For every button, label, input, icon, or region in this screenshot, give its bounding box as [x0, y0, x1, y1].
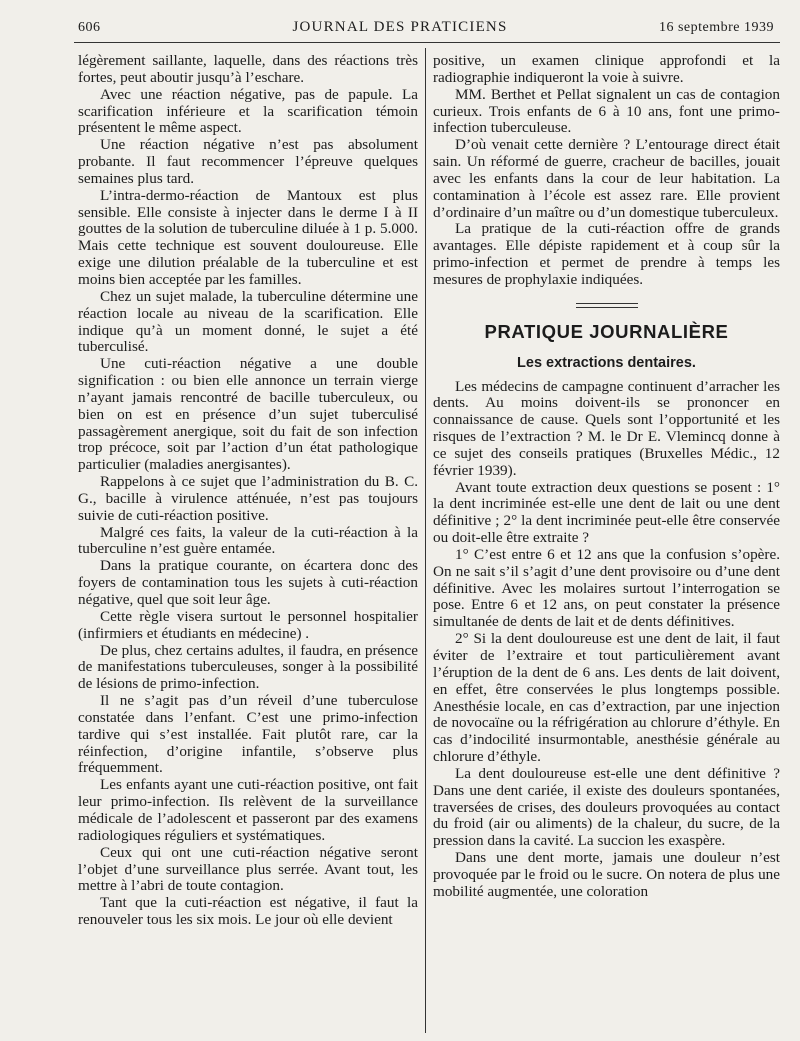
right-column [433, 53, 780, 901]
paragraph: L’intra-dermo-réaction de Mantoux est plus sensible. Elle consiste à injecter dans le derme I à II gouttes de la solution de tuberculine diluée à 1 p. 5.000. Mais cette technique est souvent douloureuse. Elle exige une dilution préalable de la tuberculine et est moins bien acceptée par les familles. [78, 186, 418, 288]
paragraph: Avec une réaction négative, pas de papule. La scarification inférieure et la scarification témoin présentent le même aspect. [78, 85, 418, 137]
paragraph: Chez un sujet malade, la tuberculine détermine une réaction locale au niveau de la scarification. Elle indique qu’à un moment donné, le sujet a été tuberculisé. [78, 287, 418, 356]
paragraph: Ceux qui ont une cuti-réaction négative seront l’objet d’une surveillance plus serrée. Avant tout, les mettre à l’abri de toute contagion. [78, 843, 418, 895]
paragraph: Il ne s’agit pas d’un réveil d’une tuberculose constatée dans l’enfant. C’est une primo-infection tardive qui s’est installée. Fait plutôt rare, car la réinfection, d’origine infantile, s’observe plus fréquemment. [78, 692, 418, 777]
paragraph: Malgré ces faits, la valeur de la cuti-réaction à la tuberculine n’est guère entamée. [78, 523, 418, 558]
paragraph: La pratique de la cuti-réaction offre de grands avantages. Elle dépiste rapidement et à coup sûr la primo-infection et permet de prendre à temps les mesures de prophylaxie indiquées. [433, 220, 780, 288]
paragraph: MM. Berthet et Pellat signalent un cas de contagion curieux. Trois enfants de 6 à 10 ans, font une primo-infection tuberculeuse. [433, 85, 780, 137]
paragraph: Rappelons à ce sujet que l’administration du B. C. G., bacille à virulence atténuée, n’est pas toujours suivie de cuti-réaction positive. [78, 473, 418, 524]
paragraph: La dent douloureuse est-elle une dent définitive ? Dans une dent cariée, il existe des douleurs spontanées, traversées de crises, des douleurs provoquées au contact du froid (air ou aliments) de la chaleur, du sucre, de la pression dans la cavité. La succion les exaspère. [433, 764, 780, 850]
paragraph: Une réaction négative n’est pas absolument probante. Il faut recommencer l’épreuve quelques semaines plus tard. [78, 136, 418, 187]
paragraph: De plus, chez certains adultes, il faudra, en présence de manifestations tuberculeuses, songer à la possibilité de lésions de primo-infection. [78, 641, 418, 693]
journal-title: JOURNAL DES PRATICIENS [292, 19, 508, 35]
subsection-title: Les extractions dentaires. [517, 354, 696, 371]
paragraph: Les enfants ayant une cuti-réaction positive, ont fait leur primo-infection. Ils relèvent de la surveillance médicale de l’adolescent et passeront par des examens radiologiques réguliers et systématiques. [78, 776, 418, 844]
left-column [78, 53, 418, 929]
paragraph: Dans une dent morte, jamais une douleur n’est provoquée par le froid ou le sucre. On notera de plus une mobilité augmentée, une coloration [433, 849, 780, 900]
header-rule [74, 42, 780, 43]
section-title: PRATIQUE JOURNALIÈRE [484, 320, 729, 342]
paragraph: Les médecins de campagne continuent d’arracher les dents. Au moins doivent-ils se prononcer en connaissance de cause. Quels sont l’opportunité et les risques de l’extraction ? M. le Dr E. Vlemincq donne à ce sujet des conseils pratiques (Bruxelles Médic., 12 février 1939). [433, 377, 780, 479]
paragraph: légèrement saillante, laquelle, dans des réactions très fortes, peut aboutir jusqu’à l’eschare. [78, 52, 418, 86]
paragraph: D’où venait cette dernière ? L’entourage direct était sain. Un réformé de guerre, cracheur de bacilles, jouait avec les enfants dans la cour de leur habitation. La contamination à l’école est assez rare. Elle provient d’ordinaire d’un maître ou d’un domestique tuberculeux. [433, 136, 780, 221]
issue-date: 16 septembre 1939 [658, 20, 774, 35]
paragraph: 1° C’est entre 6 et 12 ans que la confusion s’opère. On ne sait s’il s’agit d’une dent provisoire ou d’une dent définitive. Avec les molaires surtout l’interrogation se pose. Entre 6 et 12 ans, on peut constater la présence simultanée de dents de lait et de dents définitives. [433, 545, 780, 631]
paragraph: Cette règle visera surtout le personnel hospitalier (infirmiers et étudiants en médecine) . [78, 607, 418, 642]
paragraph: 2° Si la dent douloureuse est une dent de lait, il faut éviter de l’extraire et tout particulièrement avant l’éruption de la dent de 6 ans. Les dents de lait doivent, en effet, être conservées le plus longtemps possible. Anesthésie locale, en cas d’extraction, par une injection de novocaïne ou la réfrigération au chlorure d’éthyle. En cas d’indocilité insurmontable, anesthésie générale au chlorure d’éthyle. [433, 630, 780, 766]
paragraph: Avant toute extraction deux questions se posent : 1° la dent incriminée est-elle une dent de lait ou une dent définitive ; 2° la dent incriminée peut-elle être conservée ou doit-elle être extraite ? [433, 478, 780, 547]
page-number: 606 [78, 20, 101, 35]
column-divider [425, 48, 426, 1033]
paragraph: Une cuti-réaction négative a une double signification : ou bien elle annonce un terrain vierge n’ayant jamais rencontré de bacille tuberculeux, ou bien on est en présence d’un sujet tuberculisé passagèrement anergique, soit du fait de son infection trop précoce, soit par l’action d’un état pathologique particulier (maladies anergisantes). [78, 355, 418, 474]
page-header [0, 0, 800, 40]
paragraph: Dans la pratique courante, on écartera donc des foyers de contamination tous les sujets à cuti-réaction négative, quel que soit leur âge. [78, 557, 418, 608]
paragraph: Tant que la cuti-réaction est négative, il faut la renouveler tous les six mois. Le jour où elle devient [78, 894, 418, 929]
section-separator [576, 303, 638, 308]
paragraph: positive, un examen clinique approfondi et la radiographie indiqueront la voie à suivre. [433, 52, 780, 86]
